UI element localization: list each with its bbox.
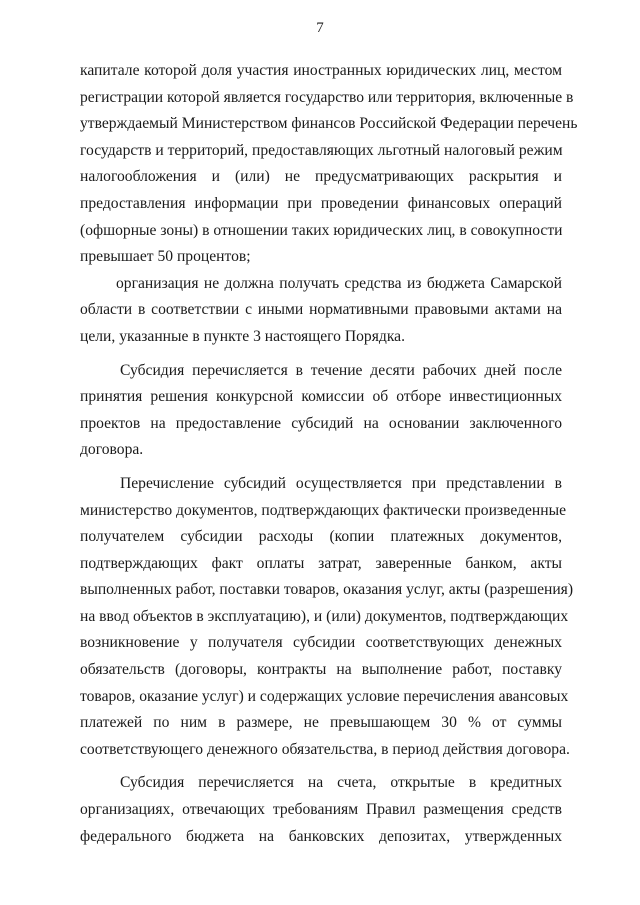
text-line: товаров, оказание услуг) и содержащих условие перечисления авансовых [80,687,569,705]
text-line: Перечисление субсидий осуществляется при представлении в [120,474,562,492]
text-line: платежей по ним в размере, не превышающем 30 % от суммы [80,714,562,732]
text-line: подтверждающих факт оплаты затрат, заверенные банком, акты [80,554,562,572]
paragraph-requirement [80,271,562,351]
text-line: получателем субсидии расходы (копии платежных документов, [80,528,562,546]
page-number: 7 [316,20,324,36]
paragraph-spacer [80,351,562,358]
text-line: на ввод объектов в эксплуатацию), и (или) документов, подтверждающих [80,607,569,625]
text-line: организация не должна получать средства из бюджета Самарской [116,274,562,292]
text-line: организациях, отвечающих требованиям Правил размещения средств [80,801,562,819]
text-line: области в соответствии с иными нормативными правовыми актами на [80,301,562,319]
text-line: государств и территорий, предоставляющих льготный налоговый режим [80,141,563,159]
document-body [80,58,578,850]
text-line: принятия решения конкурсной комиссии об отборе инвестиционных [80,388,562,406]
paragraph-accounts [80,770,562,850]
text-line: превышает 50 процентов; [80,248,251,266]
text-line: утверждаемый Министерством финансов Российской Федерации перечень [80,115,578,133]
paragraph-spacer [80,464,562,471]
text-line: договора. [80,441,144,459]
text-line: предоставления информации при проведении финансовых операций [80,194,562,212]
text-line: Субсидия перечисляется на счета, открытые в кредитных [120,774,562,792]
text-line: выполненных работ, поставки товаров, оказания услуг, акты (разрешения) [80,581,574,599]
text-line: налогообложения и (или) не предусматривающих раскрытия и [80,168,562,186]
text-line: Субсидия перечисляется в течение десяти рабочих дней после [120,361,562,379]
paragraph-continuation [80,58,578,271]
paragraph-documents [80,471,574,764]
text-line: капитале которой доля участия иностранных юридических лиц, местом [80,62,562,79]
text-line: возникновение у получателя субсидии соответствующих денежных [80,634,562,652]
text-line: цели, указанные в пункте 3 настоящего Порядка. [80,327,405,345]
text-line: (офшорные зоны) в отношении таких юридических лиц, в совокупности [80,221,563,239]
text-line: проектов на предоставление субсидий на основании заключенного [80,414,562,432]
text-line: соответствующего денежного обязательства, в период действия договора. [80,740,570,758]
paragraph-spacer [80,763,562,770]
text-line: министерство документов, подтверждающих фактически произведенные [80,501,567,519]
paragraph-subsidy-transfer [80,358,562,464]
text-line: регистрации которой является государство или территория, включенные в [80,88,574,106]
text-line: обязательств (договоры, контракты на выполнение работ, поставку [80,661,562,679]
text-line: федерального бюджета на банковских депозитах, утвержденных [80,827,562,845]
